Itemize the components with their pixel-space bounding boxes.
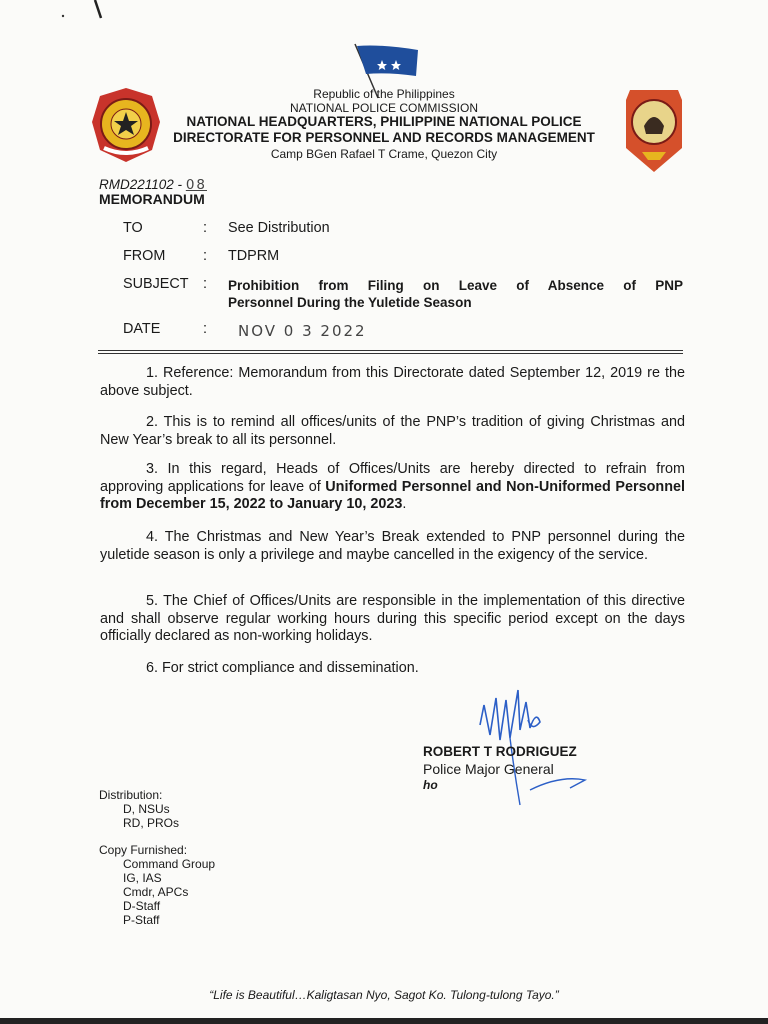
paragraph-5-text: 5. The Chief of Offices/Units are responsible in the implementation of this directive and shall observe regular working hours during this specific period except on the days officially declared as non-working holidays. (100, 593, 685, 644)
distribution-label: Distribution: (99, 788, 163, 802)
signatory-name: ROBERT T RODRIGUEZ (423, 744, 577, 759)
copy-furnished-item: D-Staff (123, 899, 161, 913)
paragraph-3-end: . (402, 496, 407, 512)
copy-furnished-label: Copy Furnished: (99, 843, 188, 857)
footer-motto: “Life is Beautiful…Kaligtasan Nyo, Sagot Ko. Tulong-tulong Tayo.” (209, 988, 559, 1002)
paragraph-3-text: 3. In this regard, Heads of Offices/Units are hereby directed to refrain from approving applications for leave of (100, 461, 685, 495)
distribution-item: D, NSUs (123, 802, 170, 816)
subject-label: SUBJECT (123, 276, 189, 292)
from-colon: : (203, 248, 207, 264)
subject-line-2: Personnel During the Yuletide Season (228, 295, 472, 310)
copy-furnished-item: Command Group (123, 857, 216, 871)
date-colon: : (203, 321, 207, 337)
copy-furnished-item: P-Staff (123, 913, 160, 927)
memo-title: MEMORANDUM (99, 191, 205, 207)
subject-line-1: Prohibition from Filing on Leave of Absence of PNP (228, 278, 683, 293)
initials-mark: ho (423, 778, 438, 792)
paragraph-3 (100, 461, 685, 514)
distribution-item: RD, PROs (123, 816, 180, 830)
to-colon: : (203, 220, 207, 236)
address-line: Camp BGen Rafael T Crame, Quezon City (270, 147, 498, 161)
paragraph-1 (100, 365, 685, 400)
paragraph-4-text: 4. The Christmas and New Year’s Break extended to PNP personnel during the yuletide season is only a privilege and maybe cancelled in the exigency of the service. (100, 529, 685, 563)
memo-reference-handwritten: 08 (185, 177, 207, 193)
subject-value (228, 277, 683, 311)
paragraph-5 (100, 593, 685, 646)
paragraph-6-text: 6. For strict compliance and dissemination. (146, 660, 419, 676)
date-stamp: NOV 0 3 2022 (238, 322, 367, 340)
paragraph-4 (100, 529, 685, 564)
scan-edge (0, 1018, 768, 1024)
paragraph-3-emphasis: Uniformed Personnel and Non-Uniformed Personnel from December 15, 2022 to January 10, 2023 (100, 478, 685, 512)
divider-line (98, 353, 683, 354)
to-label: TO (123, 220, 143, 236)
directorate-line: DIRECTORATE FOR PERSONNEL AND RECORDS MANAGEMENT (173, 130, 595, 145)
hq-line: NATIONAL HEADQUARTERS, PHILIPPINE NATIONAL POLICE (186, 114, 582, 129)
date-label: DATE (123, 321, 161, 337)
signatory-rank: Police Major General (423, 761, 554, 777)
paragraph-6 (100, 660, 685, 678)
to-value: See Distribution (228, 220, 330, 236)
subject-colon: : (203, 276, 207, 292)
paragraph-2-text: 2. This is to remind all offices/units of the PNP’s tradition of giving Christmas and New Year’s break to all its personnel. (100, 414, 685, 448)
republic-line: Republic of the Philippines (313, 87, 455, 101)
divider-line (98, 350, 683, 351)
memo-reference-number: RMD221102 - (99, 177, 183, 192)
from-value: TDPRM (228, 248, 280, 264)
copy-furnished-item: IG, IAS (123, 871, 162, 885)
commission-line: NATIONAL POLICE COMMISSION (289, 101, 479, 115)
paragraph-2 (100, 414, 685, 449)
paragraph-1-text: 1. Reference: Memorandum from this Directorate dated September 12, 2019 re the above subject. (100, 365, 685, 399)
copy-furnished-item: Cmdr, APCs (123, 885, 189, 899)
from-label: FROM (123, 248, 166, 264)
scan-mark (55, 0, 115, 30)
